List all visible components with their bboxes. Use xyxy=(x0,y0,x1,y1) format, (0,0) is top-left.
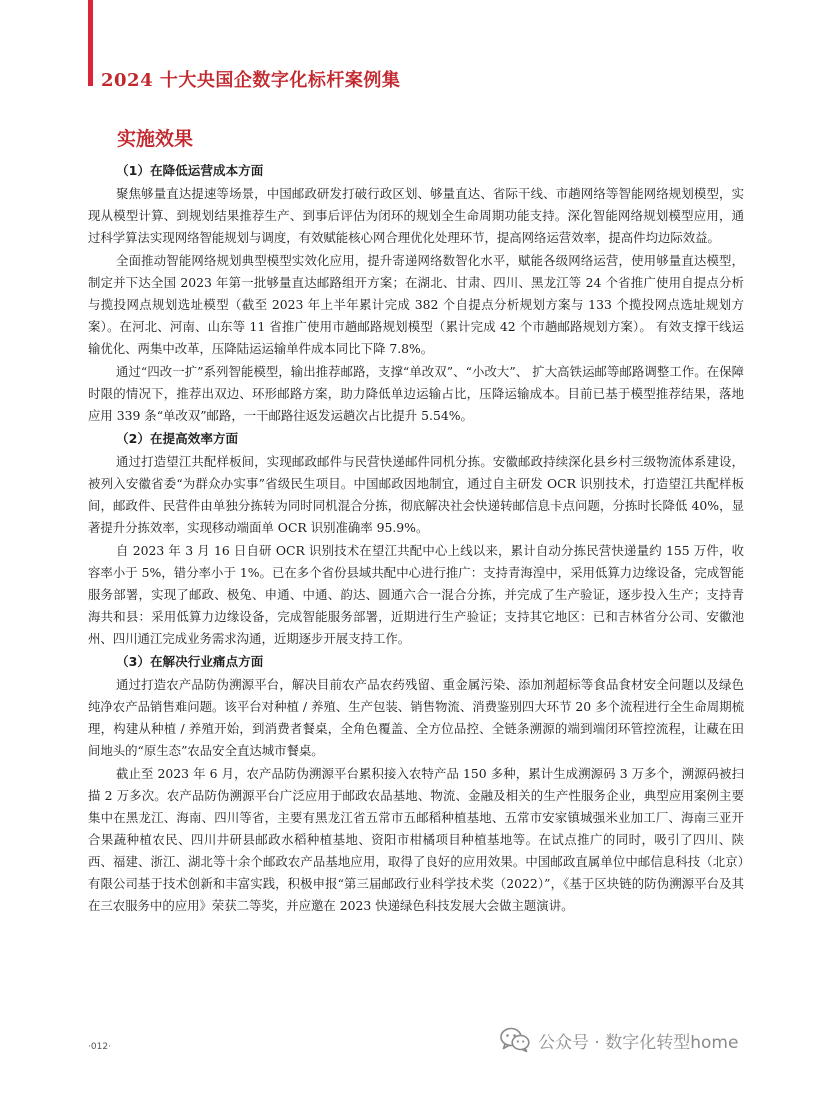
paragraph: 全面推动智能网络规划典型模型实效化应用，提升寄递网络数智化水平，赋能各级网络运营，使用够量直达模型，制定并下达全国 2023 年第一批够量直达邮路组开方案；在湖北、甘肃、四川、黑龙江等 24 个省推广使用自提点分析与揽投网点规划选址模型（截至 2023 年上半年累计完成 382 个自提点分析规划方案与 133 个揽投网点选址规划方案）。在河北、河南、山东等 11 省推广使用市趟邮路规划模型（累计完成 42 个市趟邮路规划方案）。 有效支撑干线运输优化、两集中改革，压降陆运运输单件成本同比下降 7.8%。 xyxy=(88,253,744,356)
subheading-cost: （1）在降低运营成本方面 xyxy=(116,163,264,178)
article-body xyxy=(88,160,744,917)
paragraph: 截止至 2023 年 6 月，农产品防伪溯源平台累积接入农特产品 150 多种，累计生成溯源码 3 万多个，溯源码被扫描 2 万多次。农产品防伪溯源平台广泛应用于邮政农品基地、物流、金融及相关的生产性服务企业，典型应用案例主要集中在黑龙江、海南、四川等省，主要有黑龙江省五常市五邮稻种植基地、五常市安家镇城强米业加工厂、海南三亚开合果蔬种植农民、四川井研县邮政水稻种植基地、资阳市柑橘项目种植基地等。在试点推广的同时，吸引了四川、陕西、福建、浙江、湖北等十余个邮政农产品基地应用，取得了良好的应用效果。中国邮政直属单位中邮信息科技（北京）有限公司基于技术创新和丰富实践，积极申报“第三届邮政行业科学技术奖（2022）”，《基于区块链的防伪溯源平台及其在三农服务中的应用》荣获二等奖，并应邀在 2023 快递绿色科技发展大会做主题演讲。 xyxy=(88,766,744,913)
paragraph: 聚焦够量直达提速等场景，中国邮政研发打破行政区划、够量直达、省际干线、市趟网络等智能网络规划模型，实现从模型计算、到规划结果推荐生产、到事后评估为闭环的规划全生命周期功能支持。深化智能网络规划模型应用，通过科学算法实现网络智能规划与调度，有效赋能核心网合理优化处理环节，提高网络运营效率，提高件均边际效益。 xyxy=(88,186,744,245)
paragraph: 通过“四改一扩”系列智能模型，输出推荐邮路，支撑“单改双”、“小改大”、 扩大高铁运邮等邮路调整工作。在保障时限的情况下，推荐出双边、环形邮路方案，助力降低单边运输占比，压降运输成本。目前已基于模型推荐结果，落地应用 339 条“单改双”邮路，一干邮路往返发运趟次占比提升 5.54%。 xyxy=(88,364,744,423)
watermark xyxy=(500,1024,738,1056)
paragraph: 通过打造农产品防伪溯源平台，解决目前农产品农药残留、重金属污染、添加剂超标等食品食材安全问题以及绿色纯净农产品销售难问题。该平台对种植 / 养殖、生产包装、销售物流、消费鉴别四大环节 20 多个流程进行全生命周期梳理，构建从种植 / 养殖开始，到消费者餐桌，全角色覆盖、全方位品控、全链条溯源的端到端闭环管控流程，让藏在田间地头的“原生态”农品安全直达城市餐桌。 xyxy=(88,677,744,758)
section-title: 实施效果 xyxy=(117,128,194,150)
subheading-pain-points: （3）在解决行业痛点方面 xyxy=(116,654,264,669)
page-number: ·012· xyxy=(88,1042,111,1052)
subheading-efficiency: （2）在提高效率方面 xyxy=(116,431,239,446)
document-title: 2024 十大央国企数字化标杆案例集 xyxy=(101,70,401,91)
watermark-text: 公众号 · 数字化转型home xyxy=(538,1032,739,1053)
paragraph: 通过打造望江共配样板间，实现邮政邮件与民营快递邮件同机分拣。安徽邮政持续深化县乡村三级物流体系建设，被列入安徽省委“为群众办实事”省级民生项目。中国邮政因地制宜，通过自主研发 OCR 识别技术，打造望江共配样板间，邮政件、民营件由单独分拣转为同时同机混合分拣，彻底解决社会快递转邮信息卡点问题，分拣时长降低 40%，显著提升分拣效率，实现移动端面单 OCR 识别准确率 95.9%。 xyxy=(88,454,744,535)
wechat-icon xyxy=(500,1027,530,1053)
header-accent-bar xyxy=(88,0,93,86)
paragraph: 自 2023 年 3 月 16 日自研 OCR 识别技术在望江共配中心上线以来，累计自动分拣民营快递量约 155 万件，收容率小于 5%，错分率小于 1%。已在多个省份县域共配中心进行推广：支持青海湟中，采用低算力边缘设备，完成智能服务部署，实现了邮政、极兔、申通、中通、韵达、圆通六合一混合分拣，并完成了生产验证，逐步投入生产；支持青海共和县：采用低算力边缘设备，完成智能服务部署，近期进行生产验证；支持其它地区：已和吉林省分公司、安徽池州、四川通江完成业务需求沟通，近期逐步开展支持工作。 xyxy=(88,543,744,646)
